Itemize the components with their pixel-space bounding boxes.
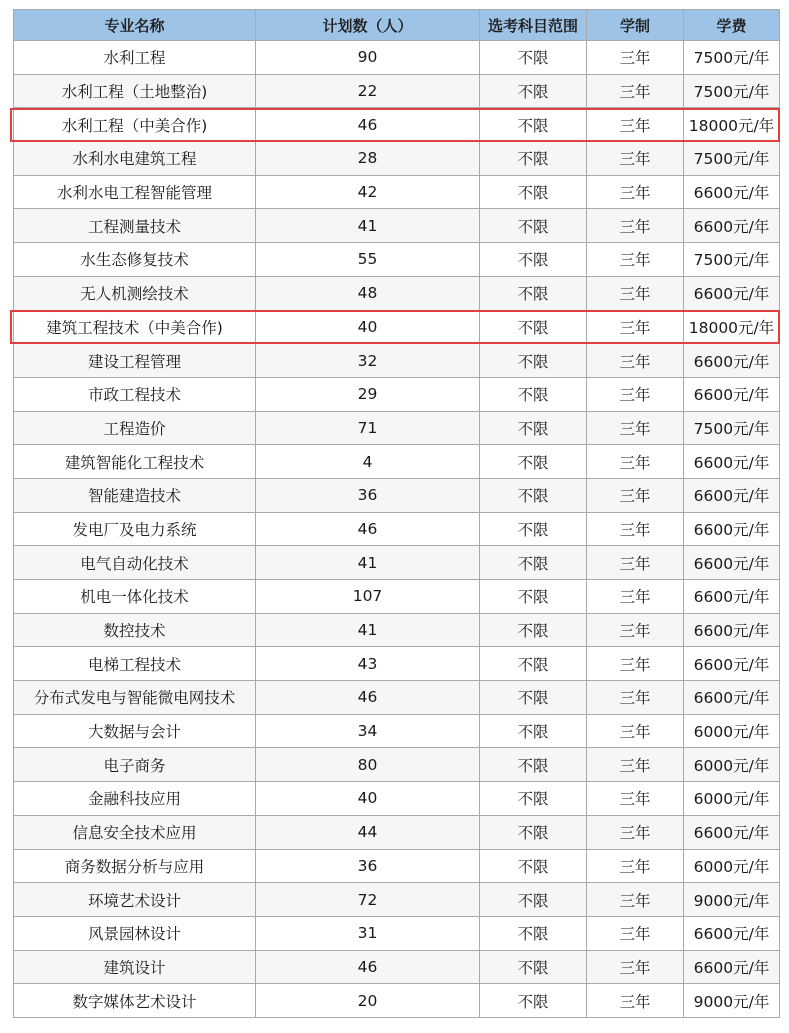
plan-count-cell: 31 xyxy=(256,916,480,950)
duration-cell: 三年 xyxy=(587,276,684,310)
plan-count-cell: 41 xyxy=(256,546,480,580)
tuition-cell: 6600元/年 xyxy=(684,950,780,984)
plan-count-cell: 28 xyxy=(256,142,480,176)
subject-range-cell: 不限 xyxy=(480,445,587,479)
table-row xyxy=(14,142,780,176)
duration-cell: 三年 xyxy=(587,883,684,917)
plan-count-cell: 80 xyxy=(256,748,480,782)
plan-count-cell: 72 xyxy=(256,883,480,917)
subject-range-cell: 不限 xyxy=(480,681,587,715)
tuition-cell: 6600元/年 xyxy=(684,613,780,647)
plan-count-cell: 40 xyxy=(256,310,480,344)
header-plan-count: 计划数（人） xyxy=(256,10,480,41)
duration-cell: 三年 xyxy=(587,512,684,546)
tuition-cell: 9000元/年 xyxy=(684,883,780,917)
subject-range-cell: 不限 xyxy=(480,546,587,580)
major-name-cell: 工程测量技术 xyxy=(14,209,256,243)
duration-cell: 三年 xyxy=(587,546,684,580)
duration-cell: 三年 xyxy=(587,984,684,1018)
major-name-cell: 数字媒体艺术设计 xyxy=(14,984,256,1018)
major-name-cell: 工程造价 xyxy=(14,411,256,445)
tuition-cell: 6600元/年 xyxy=(684,512,780,546)
subject-range-cell: 不限 xyxy=(480,108,587,142)
table-row xyxy=(14,276,780,310)
duration-cell: 三年 xyxy=(587,142,684,176)
major-name-cell: 信息安全技术应用 xyxy=(14,815,256,849)
tuition-cell: 18000元/年 xyxy=(684,108,780,142)
enrollment-plan-table xyxy=(13,9,780,1018)
table-row xyxy=(14,512,780,546)
plan-count-cell: 107 xyxy=(256,580,480,614)
table-row xyxy=(14,849,780,883)
duration-cell: 三年 xyxy=(587,344,684,378)
plan-count-cell: 41 xyxy=(256,209,480,243)
plan-count-cell: 48 xyxy=(256,276,480,310)
major-name-cell: 建筑智能化工程技术 xyxy=(14,445,256,479)
plan-count-cell: 36 xyxy=(256,849,480,883)
subject-range-cell: 不限 xyxy=(480,310,587,344)
table-row xyxy=(14,344,780,378)
major-name-cell: 市政工程技术 xyxy=(14,377,256,411)
major-name-cell: 金融科技应用 xyxy=(14,782,256,816)
plan-count-cell: 55 xyxy=(256,243,480,277)
major-name-cell: 无人机测绘技术 xyxy=(14,276,256,310)
subject-range-cell: 不限 xyxy=(480,74,587,108)
tuition-cell: 6000元/年 xyxy=(684,782,780,816)
duration-cell: 三年 xyxy=(587,647,684,681)
duration-cell: 三年 xyxy=(587,175,684,209)
subject-range-cell: 不限 xyxy=(480,276,587,310)
table-row xyxy=(14,984,780,1018)
table-row xyxy=(14,613,780,647)
duration-cell: 三年 xyxy=(587,41,684,75)
plan-count-cell: 34 xyxy=(256,714,480,748)
table-row xyxy=(14,647,780,681)
table-row xyxy=(14,681,780,715)
duration-cell: 三年 xyxy=(587,411,684,445)
major-name-cell: 电梯工程技术 xyxy=(14,647,256,681)
tuition-cell: 6600元/年 xyxy=(684,916,780,950)
duration-cell: 三年 xyxy=(587,377,684,411)
major-name-cell: 建筑设计 xyxy=(14,950,256,984)
table-row xyxy=(14,580,780,614)
major-name-cell: 水利工程（土地整治) xyxy=(14,74,256,108)
major-name-cell: 大数据与会计 xyxy=(14,714,256,748)
duration-cell: 三年 xyxy=(587,209,684,243)
subject-range-cell: 不限 xyxy=(480,782,587,816)
major-name-cell: 环境艺术设计 xyxy=(14,883,256,917)
tuition-cell: 6600元/年 xyxy=(684,445,780,479)
subject-range-cell: 不限 xyxy=(480,478,587,512)
duration-cell: 三年 xyxy=(587,782,684,816)
tuition-cell: 6600元/年 xyxy=(684,209,780,243)
plan-count-cell: 4 xyxy=(256,445,480,479)
tuition-cell: 6600元/年 xyxy=(684,546,780,580)
plan-count-cell: 22 xyxy=(256,74,480,108)
plan-count-cell: 43 xyxy=(256,647,480,681)
tuition-cell: 6600元/年 xyxy=(684,647,780,681)
table-row xyxy=(14,883,780,917)
plan-count-cell: 90 xyxy=(256,41,480,75)
subject-range-cell: 不限 xyxy=(480,647,587,681)
major-name-cell: 建设工程管理 xyxy=(14,344,256,378)
table-row xyxy=(14,74,780,108)
major-name-cell: 电子商务 xyxy=(14,748,256,782)
major-name-cell: 电气自动化技术 xyxy=(14,546,256,580)
header-tuition: 学费 xyxy=(684,10,780,41)
major-name-cell: 发电厂及电力系统 xyxy=(14,512,256,546)
subject-range-cell: 不限 xyxy=(480,916,587,950)
major-name-cell: 机电一体化技术 xyxy=(14,580,256,614)
table-row xyxy=(14,714,780,748)
duration-cell: 三年 xyxy=(587,950,684,984)
major-name-cell: 风景园林设计 xyxy=(14,916,256,950)
table-row xyxy=(14,377,780,411)
table-row xyxy=(14,815,780,849)
duration-cell: 三年 xyxy=(587,849,684,883)
header-duration: 学制 xyxy=(587,10,684,41)
subject-range-cell: 不限 xyxy=(480,815,587,849)
tuition-cell: 6600元/年 xyxy=(684,377,780,411)
plan-count-cell: 46 xyxy=(256,681,480,715)
table-row xyxy=(14,950,780,984)
tuition-cell: 6600元/年 xyxy=(684,580,780,614)
subject-range-cell: 不限 xyxy=(480,984,587,1018)
subject-range-cell: 不限 xyxy=(480,849,587,883)
plan-count-cell: 20 xyxy=(256,984,480,1018)
major-name-cell: 水利水电建筑工程 xyxy=(14,142,256,176)
major-name-cell: 水生态修复技术 xyxy=(14,243,256,277)
tuition-cell: 6000元/年 xyxy=(684,748,780,782)
tuition-cell: 7500元/年 xyxy=(684,74,780,108)
duration-cell: 三年 xyxy=(587,613,684,647)
duration-cell: 三年 xyxy=(587,916,684,950)
table-row xyxy=(14,916,780,950)
subject-range-cell: 不限 xyxy=(480,243,587,277)
duration-cell: 三年 xyxy=(587,815,684,849)
table-row xyxy=(14,478,780,512)
table-row xyxy=(14,175,780,209)
major-name-cell: 智能建造技术 xyxy=(14,478,256,512)
tuition-cell: 7500元/年 xyxy=(684,411,780,445)
table-row xyxy=(14,310,780,344)
subject-range-cell: 不限 xyxy=(480,883,587,917)
tuition-cell: 6600元/年 xyxy=(684,478,780,512)
table-row xyxy=(14,41,780,75)
subject-range-cell: 不限 xyxy=(480,377,587,411)
table-row xyxy=(14,782,780,816)
duration-cell: 三年 xyxy=(587,748,684,782)
table-row xyxy=(14,546,780,580)
enrollment-plan-table-container xyxy=(13,9,779,1018)
plan-count-cell: 40 xyxy=(256,782,480,816)
header-subject-range: 选考科目范围 xyxy=(480,10,587,41)
plan-count-cell: 41 xyxy=(256,613,480,647)
table-body xyxy=(14,41,780,1018)
tuition-cell: 7500元/年 xyxy=(684,41,780,75)
duration-cell: 三年 xyxy=(587,478,684,512)
duration-cell: 三年 xyxy=(587,243,684,277)
major-name-cell: 水利水电工程智能管理 xyxy=(14,175,256,209)
plan-count-cell: 42 xyxy=(256,175,480,209)
subject-range-cell: 不限 xyxy=(480,41,587,75)
subject-range-cell: 不限 xyxy=(480,580,587,614)
subject-range-cell: 不限 xyxy=(480,748,587,782)
header-major-name: 专业名称 xyxy=(14,10,256,41)
duration-cell: 三年 xyxy=(587,714,684,748)
major-name-cell: 建筑工程技术（中美合作) xyxy=(14,310,256,344)
subject-range-cell: 不限 xyxy=(480,714,587,748)
major-name-cell: 数控技术 xyxy=(14,613,256,647)
tuition-cell: 7500元/年 xyxy=(684,142,780,176)
table-row xyxy=(14,243,780,277)
major-name-cell: 商务数据分析与应用 xyxy=(14,849,256,883)
table-row xyxy=(14,108,780,142)
tuition-cell: 6000元/年 xyxy=(684,714,780,748)
subject-range-cell: 不限 xyxy=(480,950,587,984)
tuition-cell: 6000元/年 xyxy=(684,849,780,883)
plan-count-cell: 44 xyxy=(256,815,480,849)
major-name-cell: 水利工程 xyxy=(14,41,256,75)
table-row xyxy=(14,209,780,243)
subject-range-cell: 不限 xyxy=(480,512,587,546)
table-row xyxy=(14,445,780,479)
tuition-cell: 18000元/年 xyxy=(684,310,780,344)
major-name-cell: 分布式发电与智能微电网技术 xyxy=(14,681,256,715)
duration-cell: 三年 xyxy=(587,310,684,344)
tuition-cell: 6600元/年 xyxy=(684,681,780,715)
duration-cell: 三年 xyxy=(587,681,684,715)
plan-count-cell: 36 xyxy=(256,478,480,512)
tuition-cell: 9000元/年 xyxy=(684,984,780,1018)
tuition-cell: 6600元/年 xyxy=(684,175,780,209)
table-header xyxy=(14,10,780,41)
subject-range-cell: 不限 xyxy=(480,209,587,243)
plan-count-cell: 46 xyxy=(256,512,480,546)
duration-cell: 三年 xyxy=(587,108,684,142)
duration-cell: 三年 xyxy=(587,74,684,108)
plan-count-cell: 71 xyxy=(256,411,480,445)
tuition-cell: 6600元/年 xyxy=(684,815,780,849)
duration-cell: 三年 xyxy=(587,580,684,614)
major-name-cell: 水利工程（中美合作) xyxy=(14,108,256,142)
table-row xyxy=(14,748,780,782)
subject-range-cell: 不限 xyxy=(480,613,587,647)
subject-range-cell: 不限 xyxy=(480,344,587,378)
header-row xyxy=(14,10,780,41)
subject-range-cell: 不限 xyxy=(480,175,587,209)
duration-cell: 三年 xyxy=(587,445,684,479)
tuition-cell: 6600元/年 xyxy=(684,344,780,378)
plan-count-cell: 29 xyxy=(256,377,480,411)
plan-count-cell: 46 xyxy=(256,950,480,984)
plan-count-cell: 46 xyxy=(256,108,480,142)
tuition-cell: 6600元/年 xyxy=(684,276,780,310)
plan-count-cell: 32 xyxy=(256,344,480,378)
subject-range-cell: 不限 xyxy=(480,411,587,445)
table-row xyxy=(14,411,780,445)
subject-range-cell: 不限 xyxy=(480,142,587,176)
tuition-cell: 7500元/年 xyxy=(684,243,780,277)
